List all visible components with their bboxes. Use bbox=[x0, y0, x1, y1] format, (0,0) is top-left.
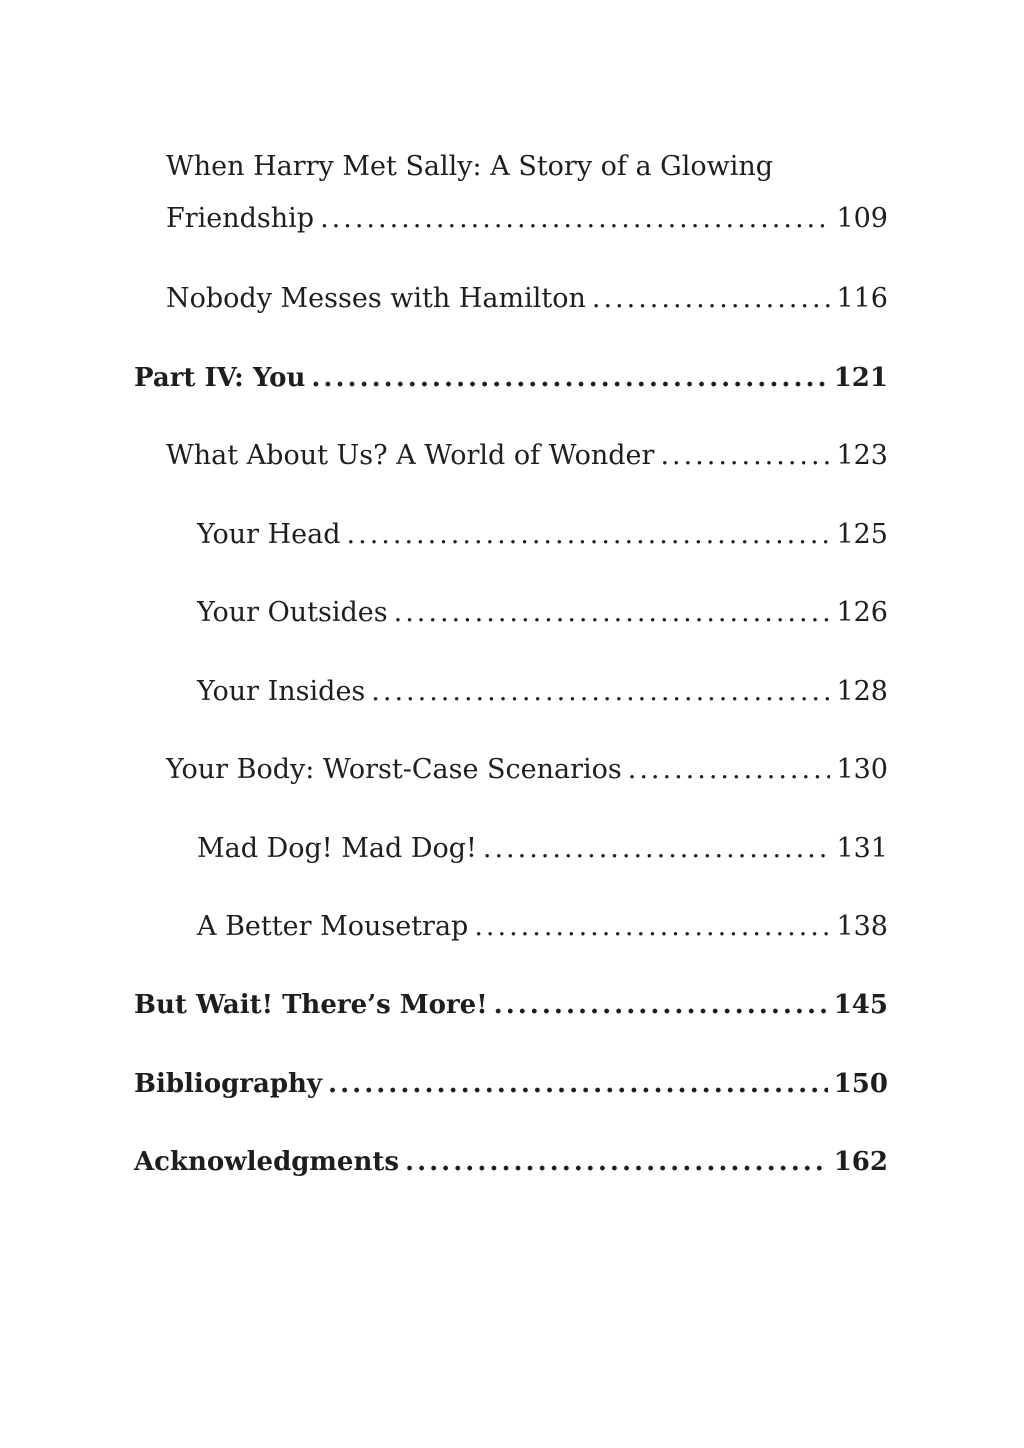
toc-entry-title: Your Insides bbox=[197, 676, 366, 707]
toc-entry-page-number: 126 bbox=[836, 597, 888, 628]
dot-leader bbox=[405, 1145, 828, 1179]
toc-entry-your-body bbox=[166, 753, 888, 787]
dot-leader bbox=[592, 282, 831, 316]
toc-entry-title: Part IV: You bbox=[134, 363, 306, 393]
toc-entry-page-number: 109 bbox=[836, 203, 888, 234]
dot-leader bbox=[628, 753, 831, 787]
toc-entry-page-number: 121 bbox=[833, 363, 888, 393]
dot-leader bbox=[483, 832, 831, 866]
toc-entry-title: Your Body: Worst-Case Scenarios bbox=[166, 754, 622, 785]
toc-entry-title: Acknowledgments bbox=[134, 1147, 400, 1177]
toc-entry-page-number: 131 bbox=[836, 833, 888, 864]
dot-leader bbox=[660, 439, 830, 473]
toc-entry-nobody-messes-with-hamilton bbox=[166, 282, 888, 316]
toc-entry-page-number: 145 bbox=[833, 990, 888, 1020]
toc-entry-title-line-2: Friendship bbox=[166, 203, 315, 234]
dot-leader bbox=[394, 596, 831, 630]
dot-leader bbox=[371, 675, 830, 709]
toc-entry-your-head bbox=[197, 518, 888, 552]
toc-entry-part-iv-you bbox=[134, 361, 888, 395]
dot-leader bbox=[494, 988, 828, 1022]
toc-entry-title: A Better Mousetrap bbox=[197, 911, 469, 942]
toc-entry-page-number: 123 bbox=[836, 440, 888, 471]
toc-entry-page-number: 150 bbox=[833, 1069, 888, 1099]
toc-entry-your-outsides bbox=[197, 596, 888, 630]
toc-entry-when-harry-met-sally bbox=[166, 150, 888, 236]
toc-entry-page-number: 138 bbox=[836, 911, 888, 942]
toc-entry-a-better-mousetrap bbox=[197, 910, 888, 944]
toc-entry-title: But Wait! There’s More! bbox=[134, 990, 488, 1020]
toc-entry-page-number: 125 bbox=[836, 519, 888, 550]
toc-entry-acknowledgments bbox=[134, 1145, 888, 1179]
toc-entry-title: Your Head bbox=[197, 519, 341, 550]
toc-entry-but-wait-theres-more bbox=[134, 988, 888, 1022]
toc-entry-title: What About Us? A World of Wonder bbox=[166, 440, 655, 471]
toc-entry-title: Mad Dog! Mad Dog! bbox=[197, 833, 477, 864]
dot-leader bbox=[347, 518, 831, 552]
toc-entry-title: Bibliography bbox=[134, 1069, 323, 1099]
toc-entry-bibliography bbox=[134, 1067, 888, 1101]
toc-entry-page-number: 128 bbox=[836, 676, 888, 707]
dot-leader bbox=[328, 1067, 828, 1101]
dot-leader bbox=[311, 361, 827, 395]
toc-entry-page-number: 116 bbox=[836, 283, 888, 314]
toc-entry-page-number: 162 bbox=[833, 1147, 888, 1177]
dot-leader bbox=[320, 202, 830, 236]
toc-entry-title: Your Outsides bbox=[197, 597, 388, 628]
dot-leader bbox=[474, 910, 830, 944]
toc-entry-page-number: 130 bbox=[836, 754, 888, 785]
toc-entry-mad-dog bbox=[197, 832, 888, 866]
toc-entry-your-insides bbox=[197, 675, 888, 709]
toc-entry-what-about-us bbox=[166, 439, 888, 473]
toc-entry-title: Nobody Messes with Hamilton bbox=[166, 283, 586, 314]
toc-entry-title-line-1: When Harry Met Sally: A Story of a Glowing bbox=[166, 151, 774, 182]
